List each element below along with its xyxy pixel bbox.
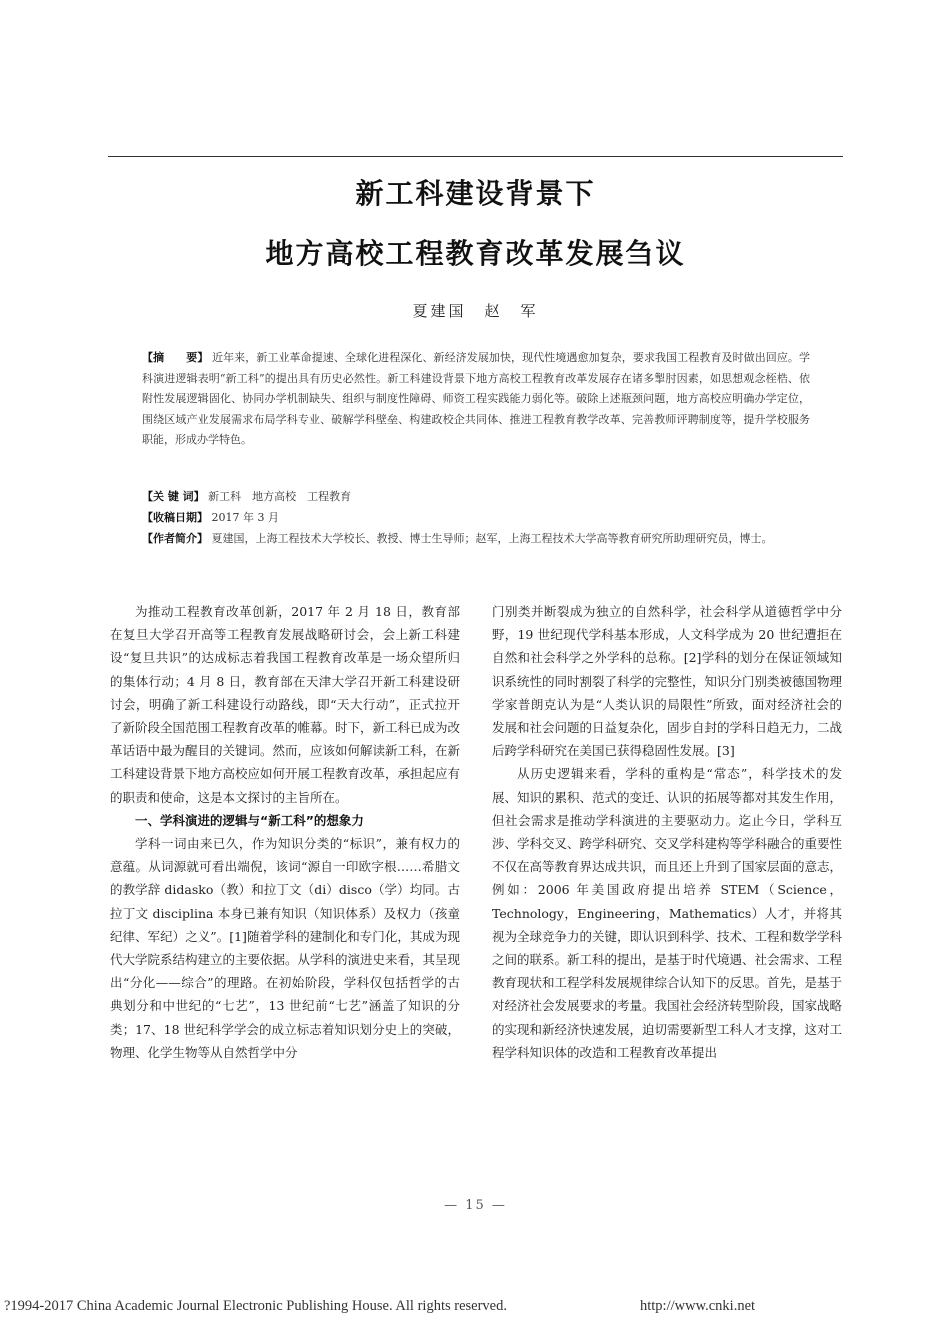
body-right-column <box>492 600 842 1064</box>
keywords-block <box>142 487 810 508</box>
keywords-label: 【关 键 词】 <box>142 490 205 503</box>
keywords-text: 新工科 地方高校 工程教育 <box>208 490 352 503</box>
copyright-notice: ?1994-2017 China Academic Journal Electronic Publishing House. All rights reserved. <box>4 1298 507 1314</box>
received-date-block <box>142 508 810 529</box>
body-paragraph: 为推动工程教育改革创新，2017 年 2 月 18 日，教育部在复旦大学召开高等工程教育发展战略研讨会，会上新工科建设“复旦共识”的达成标志着我国工程教育改革是一场众望所归的集体行动；4 月 8 日，教育部在天津大学召开新工科建设研讨会，明确了新工科建设行动路线，即“天大行动”，正式拉开了新阶段全国范围工程教育改革的帷幕。时下，新工科已成为改革话语中最为醒目的关键词。然而，应该如何解读新工科，在新工科建设背景下地方高校应如何开展工程教育改革，承担起应有的职责和使命，这是本文探讨的主旨所在。 <box>110 604 461 805</box>
received-date-text: 2017 年 3 月 <box>211 511 279 524</box>
footer-url: http://www.cnki.net <box>640 1298 756 1314</box>
section-heading: 一、学科演进的逻辑与“新工科”的想象力 <box>135 812 364 828</box>
abstract-block <box>142 348 810 451</box>
body-paragraph: 学科一词由来已久，作为知识分类的“标识”，兼有权力的意蕴。从词源就可看出端倪，该词“源自一印欧字根……希腊文的教学辞 didasko（教）和拉丁文（di）disco（学）均同。古拉丁文 disciplina 本身已兼有知识（知识体系）及权力（孩童纪律、军纪）之义”。[1]随着学科的建制化和专门化，其成为现代大学院系结构建立的主要依据。从学科的演进史来看，其呈现出“分化——综合”的理路。在初始阶段，学科仅包括哲学的古典划分和中世纪的“七艺”，13 世纪前“七艺”涵盖了知识的分类；17、18 世纪科学学会的成立标志着知识划分史上的突破，物理、化学生物等从自然哲学中分 <box>110 836 461 1060</box>
abstract-text: 近年来，新工业革命提速、全球化进程深化、新经济发展加快，现代性境遇愈加复杂，要求我国工程教育及时做出回应。学科演进逻辑表明“新工科”的提出具有历史必然性。新工科建设背景下地方高校工程教育改革发展存在诸多掣肘因素，如思想观念桎梏、依附性发展逻辑固化、协同办学机制缺失、组织与制度性障碍、师资工程实践能力弱化等。破除上述瓶颈问题，地方高校应明确办学定位，围绕区域产业发展需求布局学科专业、破解学科壁垒、构建政校企共同体、推进工程教育教学改革、完善教师评聘制度等，提升学校服务职能，形成办学特色。 <box>142 351 811 446</box>
article-title-line-2: 地方高校工程教育改革发展刍议 <box>265 237 686 270</box>
author-info-label: 【作者简介】 <box>142 532 208 545</box>
author-info-text: 夏建国，上海工程技术大学校长、教授、博士生导师；赵军，上海工程技术大学高等教育研究所助理研究员，博士。 <box>211 532 773 545</box>
body-paragraph: 门别类并断裂成为独立的自然科学，社会科学从道德哲学中分野，19 世纪现代学科基本形成，人文科学成为 20 世纪遭拒在自然和社会科学之外学科的总称。[2]学科的划分在保证领域知识系统性的同时割裂了科学的完整性，知识分门别类被德国物理学家普朗克认为是“人类认识的局限性”所致，面对经济社会的发展和社会问题的日益复杂化，固步自封的学科日趋无力，二战后跨学科研究在美国已获得稳固性发展。[3] <box>492 604 843 759</box>
received-date-label: 【收稿日期】 <box>142 511 208 524</box>
author-names: 夏建国 赵 军 <box>412 302 539 320</box>
top-rule <box>108 156 843 157</box>
page-number: — 15 — <box>444 1198 507 1213</box>
body-left-column <box>110 600 460 1064</box>
author-info-block <box>142 529 810 550</box>
body-paragraph: 从历史逻辑来看，学科的重构是“常态”，科学技术的发展、知识的累积、范式的变迁、认识的拓展等都对其发生作用，但社会需求是推动学科演进的主要驱动力。迄止今日，学科互涉、学科交叉、跨学科研究、交叉学科建构等学科融合的重要性不仅在高等教育界达成共识，而且还上升到了国家层面的意志，例如：2006 年美国政府提出培养 STEM（Science，Technology，Engineering，Mathematics）人才，并将其视为全球竞争力的关键，即认识到科学、技术、工程和数学学科之间的联系。新工科的提出，是基于时代境遇、社会需求、工程教育现状和工程学科发展规律综合认知下的反思。首先，是基于对经济社会发展要求的考量。我国社会经济转型阶段，国家战略的实现和新经济快速发展，迫切需要新型工科人才支撑，这对工程学科知识体的改造和工程教育改革提出 <box>492 766 843 1060</box>
abstract-label: 【摘 要】 <box>142 351 209 364</box>
article-title-line-1: 新工科建设背景下 <box>355 177 596 210</box>
